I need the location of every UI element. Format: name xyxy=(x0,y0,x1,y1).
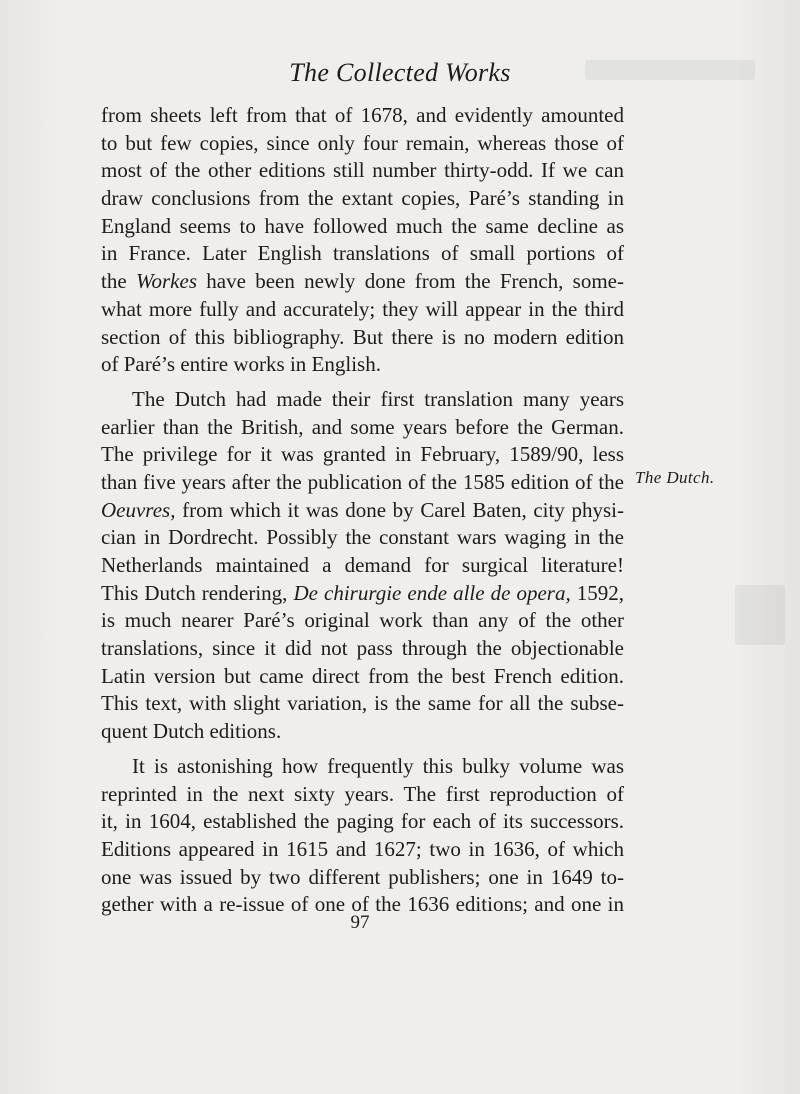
text-line: in France. Later English translations of small portions of xyxy=(101,241,624,266)
text-line xyxy=(101,268,624,296)
text-line: Netherlands maintained a demand for surgical literature! xyxy=(101,553,624,577)
text-line: to but few copies, since only four remain, whereas those of xyxy=(101,130,624,155)
text-line: draw conclusions from the extant copies, Paré’s standing in xyxy=(101,186,624,211)
text-line: most of the other editions still number thirty-odd. If we can xyxy=(101,158,624,183)
text-line: gether with a re-issue of one of the 1636 editions; and one in xyxy=(101,892,624,917)
text-run: 1592, xyxy=(570,580,625,605)
italic-title: Oeuvres, xyxy=(101,497,176,522)
italic-title: De chirurgie ende alle de opera, xyxy=(293,580,571,605)
text-line: This text, with slight variation, is the same for all the subse- xyxy=(101,691,624,716)
show-through-mark xyxy=(735,585,785,645)
text-line: reprinted in the next sixty years. The first reproduction of xyxy=(101,781,624,806)
text-line: of Paré’s entire works in English. xyxy=(101,352,381,377)
text-line: is much nearer Paré’s original work than any of the other xyxy=(101,608,624,633)
text-line: Editions appeared in 1615 and 1627; two in 1636, of which xyxy=(101,836,624,861)
text-run: the xyxy=(101,269,136,294)
text-line: England seems to have followed much the same decline as xyxy=(101,213,624,238)
text-line: section of this bibliography. But there is no modern edition xyxy=(101,324,624,349)
text-line: earlier than the British, and some years before the German. xyxy=(101,414,624,439)
text-line: The privilege for it was granted in February, 1589/90, less xyxy=(101,442,624,467)
text-line: cian in Dordrecht. Possibly the constant wars waging in the xyxy=(101,525,624,550)
text-line: one was issued by two different publishers; one in 1649 to- xyxy=(101,864,624,889)
text-line: quent Dutch editions. xyxy=(101,719,282,744)
text-line: The Dutch had made their first translation many years xyxy=(132,386,624,411)
text-line: from sheets left from that of 1678, and evidently amounted xyxy=(101,103,624,127)
italic-title: Workes xyxy=(135,269,197,294)
text-run: have been newly done from the French, some- xyxy=(197,269,624,294)
text-line: than five years after the publication of the 1585 edition of the xyxy=(101,469,624,494)
text-line: translations, since it did not pass through the objectionable xyxy=(101,636,624,661)
text-line: what more fully and accurately; they will appear in the third xyxy=(101,296,624,321)
body-text xyxy=(101,102,624,919)
text-line xyxy=(101,580,624,608)
text-run: This Dutch rendering, xyxy=(101,580,294,605)
marginal-note: The Dutch. xyxy=(635,468,715,487)
running-head: The Collected Works xyxy=(289,58,511,87)
text-run: from which it was done by Carel Baten, city physi- xyxy=(175,497,624,522)
page-number: 97 xyxy=(350,912,370,933)
text-line: It is astonishing how frequently this bulky volume was xyxy=(132,753,624,778)
text-line: Latin version but came direct from the best French edition. xyxy=(101,663,624,688)
text-line: it, in 1604, established the paging for each of its successors. xyxy=(101,809,624,834)
text-line xyxy=(101,497,624,525)
